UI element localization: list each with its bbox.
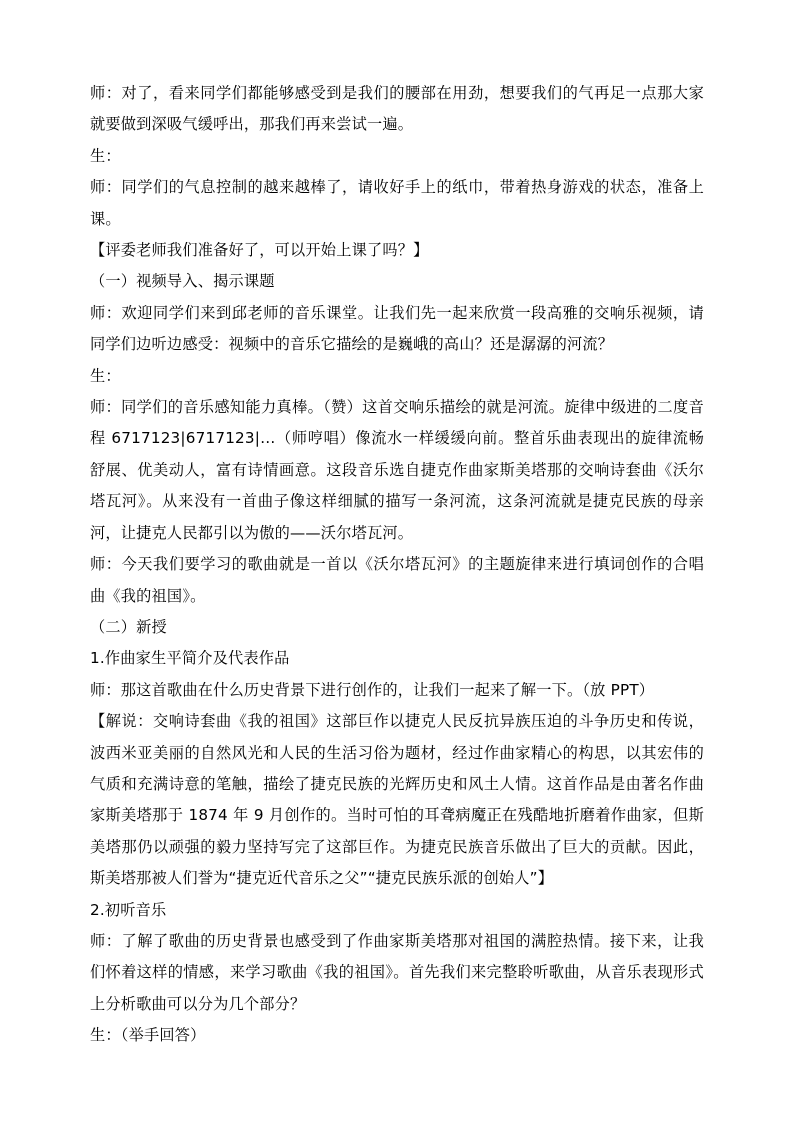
subheading-composer-biography: 1.作曲家生平简介及代表作品 [90,649,290,668]
paragraph-teacher-breathing-review: 师：对了，看来同学们都能够感受到是我们的腰部在用劲，想要我们的气再足一点那大家就要做到深吸气缓呼出，那我们再来尝试一遍。 [90,84,704,134]
paragraph-student-raise-hand: 生：（举手回答） [90,1026,206,1045]
subheading-first-listening: 2.初听音乐 [90,900,167,919]
section-heading-video-intro: （一）视频导入、揭示课题 [90,272,275,291]
paragraph-teacher-welcome: 师：欢迎同学们来到邱老师的音乐课堂。让我们先一起来欣赏一段高雅的交响乐视频，请同学们边听边感受：视频中的音乐它描绘的是巍峨的高山？还是潺潺的河流？ [90,303,704,354]
paragraph-teacher-background: 师：那这首歌曲在什么历史背景下进行创作的，让我们一起来了解一下。（放 PPT） [90,680,655,699]
paragraph-narration-explanation: 【解说：交响诗套曲《我的祖国》这部巨作以捷克人民反抗异族压迫的斗争历史和传说，波西米亚美丽的自然风光和人民的生活习俗为题材，经过作曲家精心的构思，以其宏伟的气质和充满诗意的笔触，描绘了捷克民族的光辉历史和风土人情。这首作品是由著名作曲家斯美塔那于 1874 年 9 月创作的。当时可怕的耳聋病魔正在残酷地折磨着作曲家，但斯美塔那仍以顽强的毅力坚持写完了这部巨作。为捷克民族音乐做出了巨大的贡献。因此，斯美塔那被人们誉为“捷克近代音乐之父”“捷克民族乐派的创始人”】 [90,712,704,888]
document-body [90,78,704,1052]
paragraph-student-response-1: 生： [90,146,121,165]
paragraph-student-response-2: 生： [90,366,121,385]
paragraph-teacher-first-listening: 师：了解了歌曲的历史背景也感受到了作曲家斯美塔那对祖国的满腔热情。接下来，让我们怀着这样的情感，来学习歌曲《我的祖国》。首先我们来完整聆听歌曲，从音乐表现形式上分析歌曲可以分为几个部分？ [90,931,704,1013]
paragraph-teacher-song-intro: 师：今天我们要学习的歌曲就是一首以《沃尔塔瓦河》的主题旋律来进行填词创作的合唱曲《我的祖国》。 [90,555,704,605]
section-heading-new-lesson: （二）新授 [90,617,167,636]
paragraph-teacher-river-description: 师：同学们的音乐感知能力真棒。（赞）这首交响乐描绘的就是河流。旋律中级进的二度音程 6717123|6717123|…（师哼唱）像流水一样缓缓向前。整首乐曲表现出的旋律流畅舒展、优美动人，富有诗情画意。这段音乐选自捷克作曲家斯美塔那的交响诗套曲《沃尔塔瓦河》。从来没有一首曲子像这样细腻的描写一条河流，这条河流就是捷克民族的母亲河，让捷克人民都引以为傲的——沃尔塔瓦河。 [90,398,704,542]
paragraph-teacher-ready-for-class: 师：同学们的气息控制的越来越棒了，请收好手上的纸巾，带着热身游戏的状态，准备上课。 [90,178,704,228]
paragraph-note-to-judges: 【评委老师我们准备好了，可以开始上课了吗？】 [90,241,429,260]
